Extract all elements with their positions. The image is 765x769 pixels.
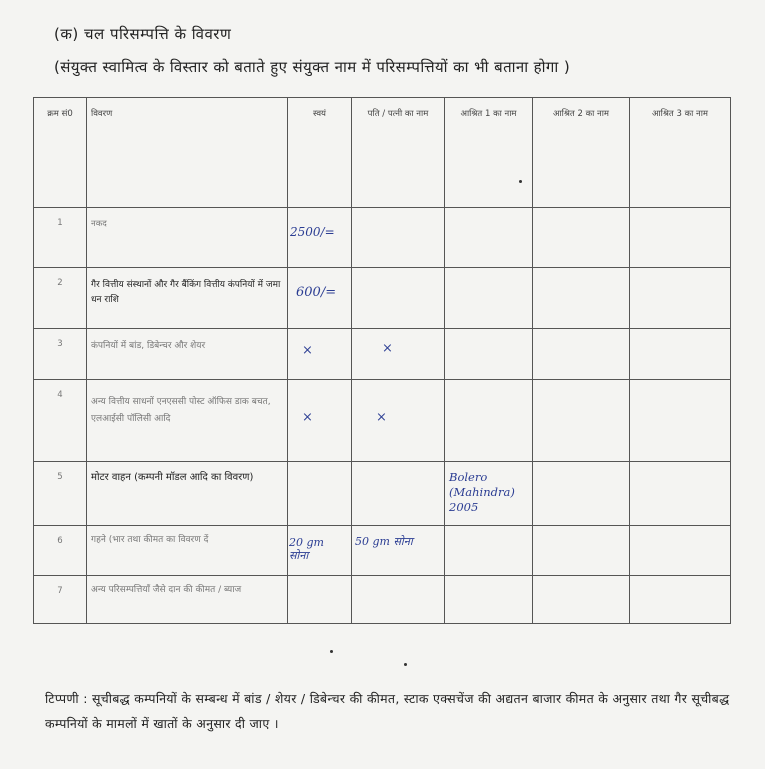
row-dependent-1 (445, 526, 533, 576)
row-dependent-3 (630, 329, 731, 380)
header-dependent-3: आश्रित 3 का नाम (630, 98, 731, 208)
cross-mark: × (382, 341, 393, 356)
cross-mark: × (302, 410, 313, 425)
row-spouse (352, 208, 445, 268)
header-spouse: पति / पत्नी का नाम (352, 98, 445, 208)
row-spouse (352, 576, 445, 624)
row-self (288, 526, 352, 576)
row-dependent-2 (533, 329, 630, 380)
row-dependent-2 (533, 576, 630, 624)
row-spouse (352, 268, 445, 329)
row-dependent-3 (630, 268, 731, 329)
row-self (288, 462, 352, 526)
cross-mark: × (376, 410, 387, 425)
header-self: स्वयं (288, 98, 352, 208)
row-detail: गहने (भार तथा कीमत का विवरण दें (87, 526, 288, 576)
row-self (288, 576, 352, 624)
row-detail: अन्य वित्तीय साधनों एनएससी पोस्ट ऑफिस डाक बचत, एलआईसी पॉलिसी आदि (87, 380, 288, 462)
row-dependent-2 (533, 462, 630, 526)
speck (404, 663, 407, 666)
footnote: टिप्पणी : सूचीबद्ध कम्पनियों के सम्बन्ध में बांड / शेयर / डिबेन्चर की कीमत, स्टाक एक्सचेंज की अद्यतन बाजार कीमत के अनुसार तथा गैर सूचीबद्ध कम्पनियों के मामलों में खातों के अनुसार दी जाए । (45, 691, 730, 731)
handwritten-vehicle: Bolero (Mahindra) 2005 (449, 470, 515, 514)
row-number: 4 (34, 380, 87, 462)
row-detail: नकद (87, 208, 288, 268)
row-dependent-3 (630, 576, 731, 624)
row-number: 5 (34, 462, 87, 526)
header-serial: क्रम सं0 (34, 98, 87, 208)
movable-assets-table (33, 97, 731, 624)
row-dependent-3 (630, 526, 731, 576)
row-dependent-1 (445, 208, 533, 268)
row-spouse (352, 526, 445, 576)
row-dependent-1 (445, 576, 533, 624)
row-dependent-3 (630, 462, 731, 526)
row-dependent-3 (630, 208, 731, 268)
row-spouse (352, 380, 445, 462)
speck (330, 650, 333, 653)
row-number: 3 (34, 329, 87, 380)
row-dependent-1 (445, 380, 533, 462)
table-header-row (34, 98, 731, 208)
row-spouse (352, 329, 445, 380)
row-detail: कंपनियों में बांड, डिबेन्चर और शेयर (87, 329, 288, 380)
header-dependent-2: आश्रित 2 का नाम (533, 98, 630, 208)
row-dependent-3 (630, 380, 731, 462)
row-dependent-1 (445, 329, 533, 380)
row-detail: मोटर वाहन (कम्पनी मॉडल आदि का विवरण) (87, 462, 288, 526)
handwritten-amount: 2500/= (290, 225, 335, 239)
table-row (34, 380, 731, 462)
row-dependent-2 (533, 208, 630, 268)
table-row (34, 526, 731, 576)
row-dependent-2 (533, 380, 630, 462)
row-self (288, 329, 352, 380)
section-heading: (क) चल परिसम्पत्ति के विवरण (54, 25, 232, 43)
row-detail: गैर वित्तीय संस्थानों और गैर बैंकिंग वित्तीय कंपनियों में जमा धन राशि (87, 268, 288, 329)
row-detail: अन्य परिसम्पत्तियाँ जैसे दान की कीमत / ब्याज (87, 576, 288, 624)
table-row (34, 208, 731, 268)
row-self (288, 268, 352, 329)
header-details: विवरण (87, 98, 288, 208)
row-number: 7 (34, 576, 87, 624)
handwritten-jewellery: 50 gm सोना (355, 535, 413, 548)
table-row (34, 462, 731, 526)
row-dependent-1 (445, 268, 533, 329)
header-dependent-1: आश्रित 1 का नाम (445, 98, 533, 208)
cross-mark: × (302, 343, 313, 358)
table-row (34, 268, 731, 329)
row-spouse (352, 462, 445, 526)
row-self (288, 380, 352, 462)
row-number: 6 (34, 526, 87, 576)
row-self (288, 208, 352, 268)
table-row (34, 576, 731, 624)
table-row (34, 329, 731, 380)
section-subheading: (संयुक्त स्वामित्व के विस्तार को बताते हुए संयुक्त नाम में परिसम्पत्तियों का भी बताना होगा ) (54, 58, 571, 76)
row-number: 2 (34, 268, 87, 329)
speck (519, 180, 522, 183)
row-dependent-1 (445, 462, 533, 526)
handwritten-amount: 600/= (296, 285, 337, 300)
row-dependent-2 (533, 526, 630, 576)
row-dependent-2 (533, 268, 630, 329)
row-number: 1 (34, 208, 87, 268)
handwritten-jewellery: 20 gm सोना (289, 536, 324, 562)
